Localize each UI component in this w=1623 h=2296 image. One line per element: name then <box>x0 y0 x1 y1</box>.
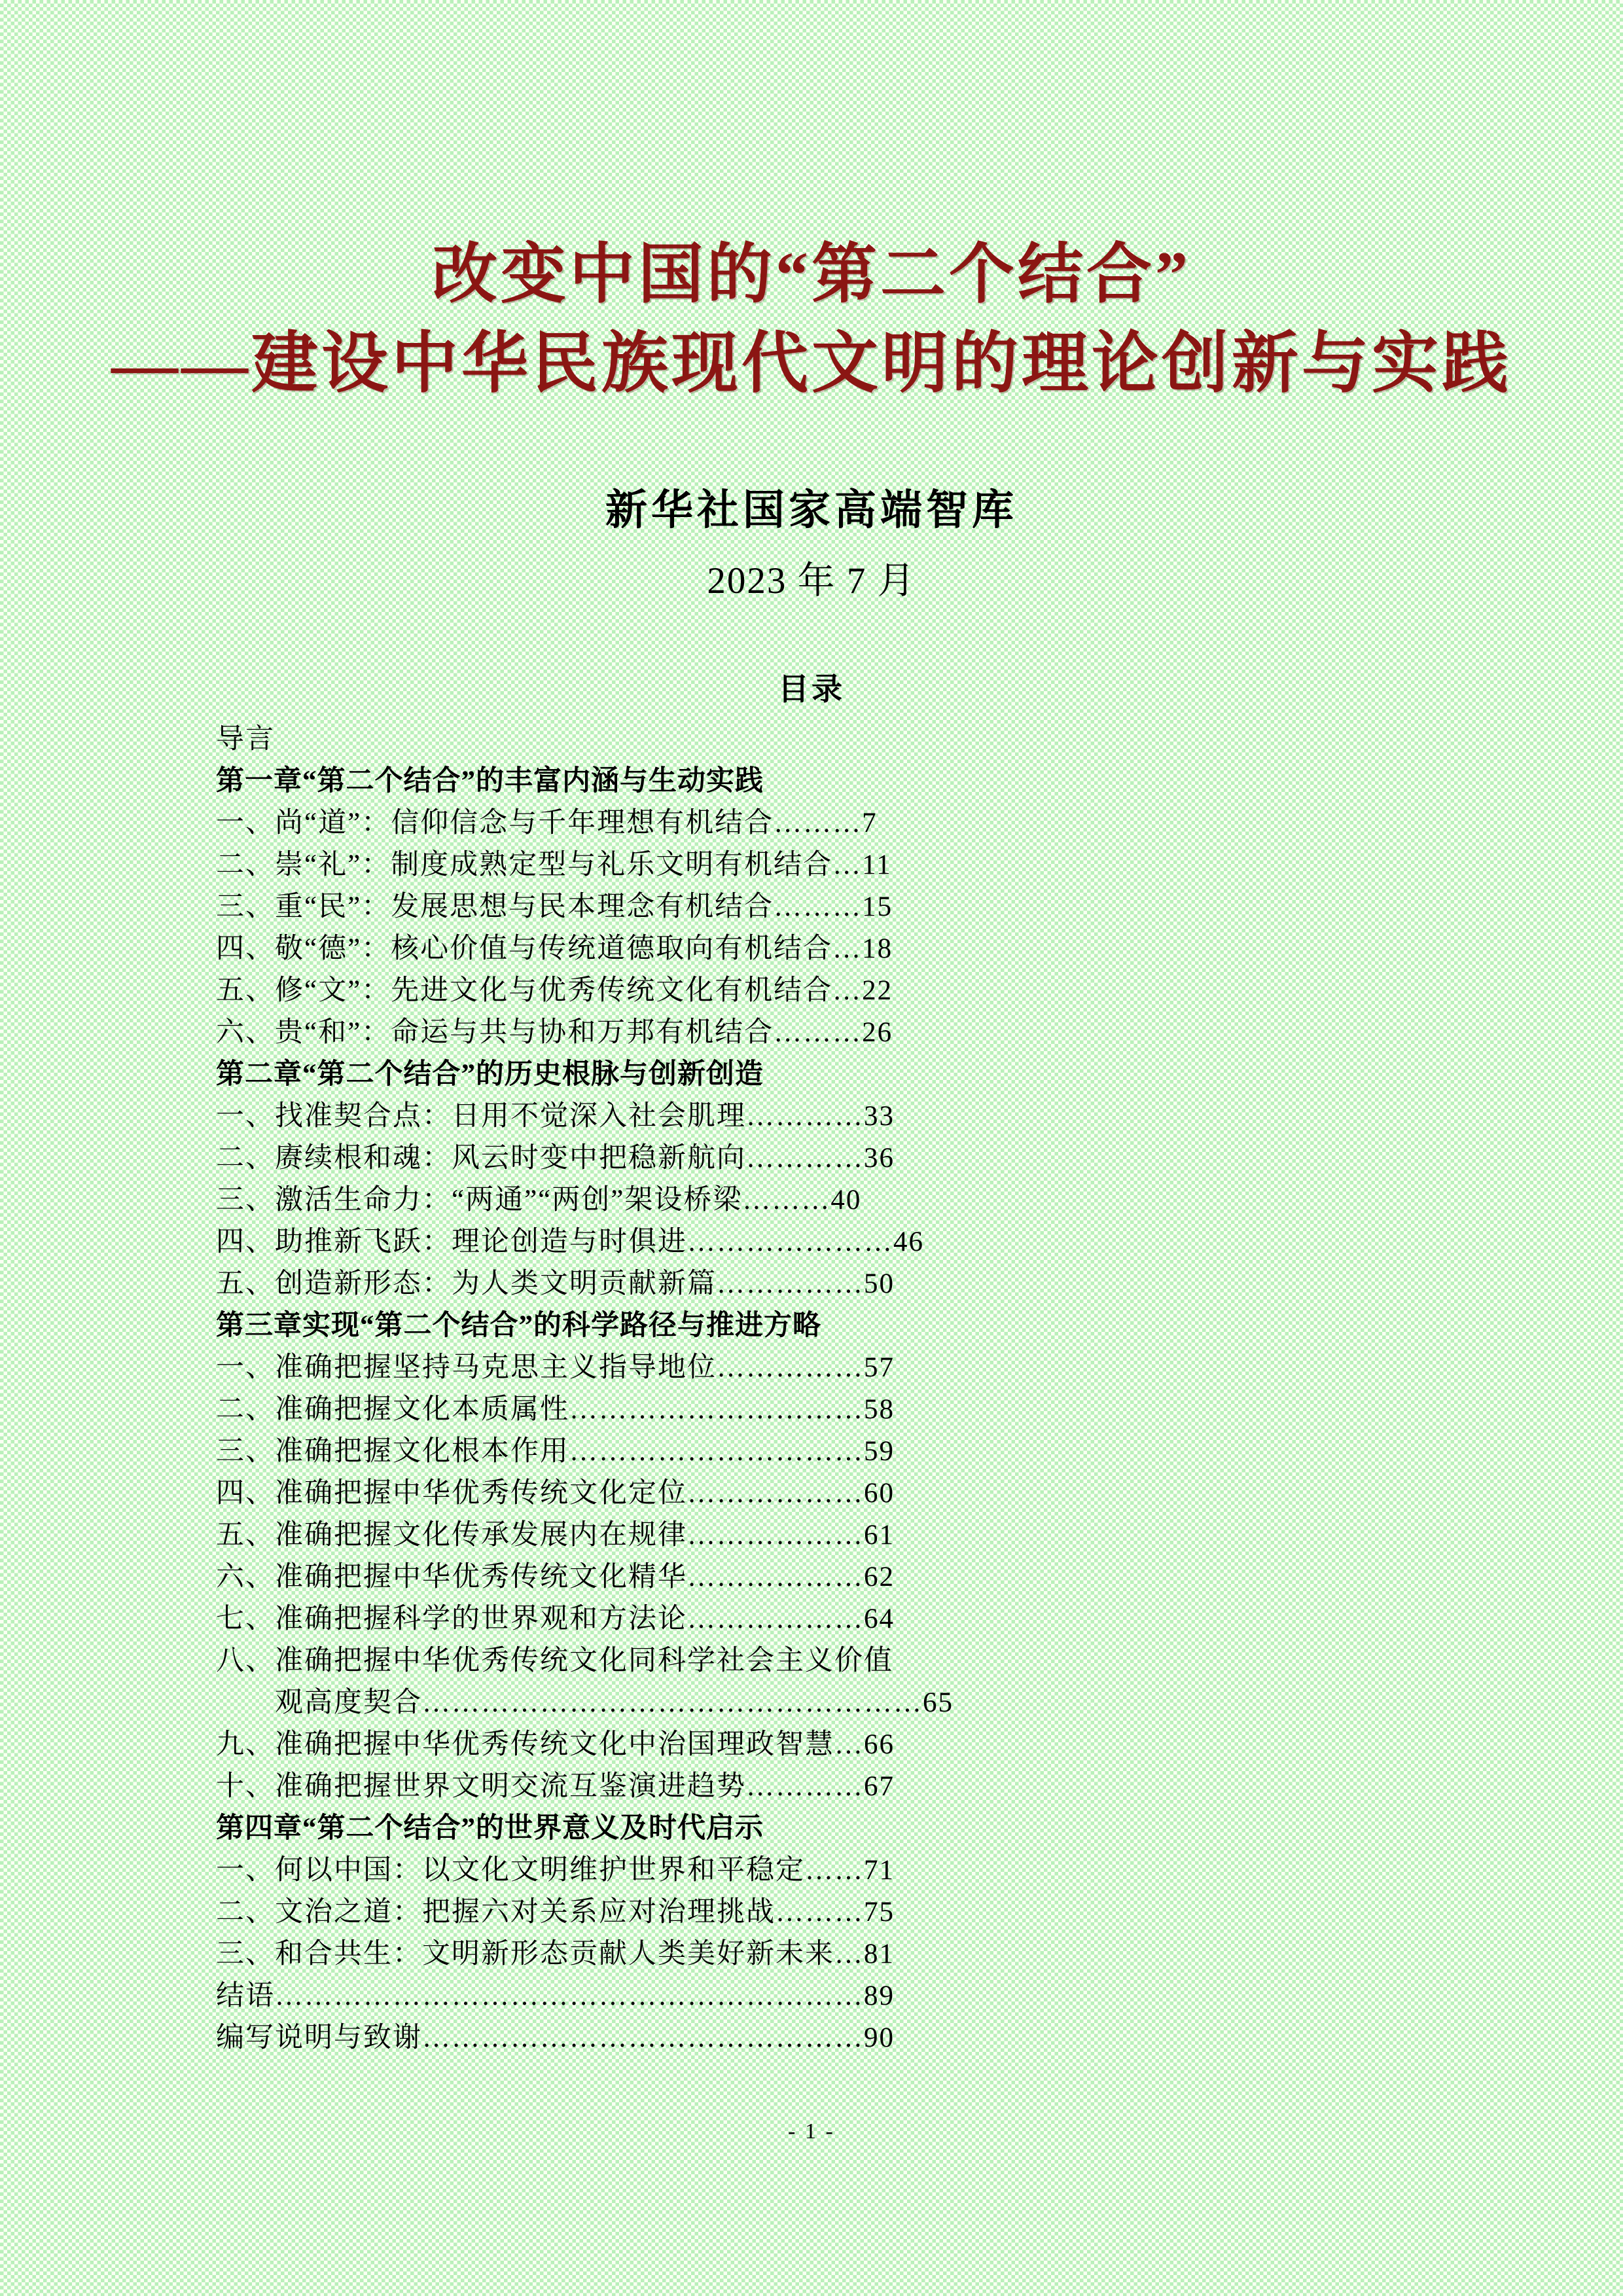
toc-entry: 三、重“民”：发展思想与民本理念有机结合………15 <box>216 891 893 922</box>
toc-entry: 四、准确把握中华优秀传统文化定位………………60 <box>216 1477 895 1509</box>
toc-entry: 第二章“第二个结合”的历史根脉与创新创造 <box>216 1058 764 1090</box>
author-line: 新华社国家高端智库 <box>605 487 1018 534</box>
toc-entry: 四、助推新飞跃：理论创造与时俱进…………………46 <box>216 1226 924 1257</box>
toc-entry: 六、贵“和”：命运与共与协和万邦有机结合………26 <box>216 1016 893 1048</box>
toc-entry: 一、何以中国：以文化文明维护世界和平稳定……71 <box>216 1854 895 1886</box>
toc-entry: 观高度契合……………………………………………65 <box>275 1687 954 1718</box>
publish-date: 2023 年 7 月 <box>707 560 916 602</box>
toc-entry: 一、准确把握坚持马克思主义指导地位……………57 <box>216 1352 895 1383</box>
toc-entry: 三、和合共生：文明新形态贡献人类美好新未来…81 <box>216 1938 895 1969</box>
document-title-line2: ——建设中华民族现代文明的理论创新与实践 <box>111 327 1512 401</box>
page-number-footer: - 1 - <box>788 2119 835 2144</box>
toc-entry: 三、激活生命力：“两通”“两创”架设桥梁………40 <box>216 1184 862 1215</box>
toc-entry: 编写说明与致谢………………………………………90 <box>216 2022 895 2053</box>
toc-entry: 结语……………………………………………………89 <box>216 1980 895 2011</box>
toc-entry: 二、赓续根和魂：风云时变中把稳新航向…………36 <box>216 1142 895 1174</box>
toc-entry: 十、准确把握世界文明交流互鉴演进趋势…………67 <box>216 1770 895 1802</box>
toc-heading: 目录 <box>778 672 845 707</box>
toc-entry: 二、崇“礼”：制度成熟定型与礼乐文明有机结合…11 <box>216 849 892 880</box>
toc-entry: 九、准确把握中华优秀传统文化中治国理政智慧…66 <box>216 1729 895 1760</box>
toc-entry: 七、准确把握科学的世界观和方法论………………64 <box>216 1603 895 1634</box>
toc-entry: 导言 <box>216 723 275 755</box>
toc-entry: 五、准确把握文化传承发展内在规律………………61 <box>216 1519 895 1551</box>
toc-entry: 八、准确把握中华优秀传统文化同科学社会主义价值 <box>216 1645 893 1676</box>
toc-entry: 二、文治之道：把握六对关系应对治理挑战………75 <box>216 1896 895 1928</box>
toc-entry: 二、准确把握文化本质属性…………………………58 <box>216 1393 895 1425</box>
document-title-line1: 改变中国的“第二个结合” <box>432 238 1191 311</box>
toc-entry: 第四章“第二个结合”的世界意义及时代启示 <box>216 1812 764 1844</box>
toc-entry: 一、找准契合点：日用不觉深入社会肌理…………33 <box>216 1100 895 1132</box>
toc-entry: 五、创造新形态：为人类文明贡献新篇……………50 <box>216 1268 895 1299</box>
toc-list <box>216 719 954 2059</box>
toc-entry: 第三章实现“第二个结合”的科学路径与推进方略 <box>216 1310 821 1341</box>
toc-entry: 五、修“文”：先进文化与优秀传统文化有机结合…22 <box>216 975 893 1006</box>
toc-entry: 第一章“第二个结合”的丰富内涵与生动实践 <box>216 765 764 797</box>
toc-entry: 三、准确把握文化根本作用…………………………59 <box>216 1435 895 1467</box>
toc-entry: 四、敬“德”：核心价值与传统道德取向有机结合…18 <box>216 933 893 964</box>
toc-entry: 六、准确把握中华优秀传统文化精华………………62 <box>216 1561 895 1592</box>
toc-entry: 一、尚“道”：信仰信念与千年理想有机结合………7 <box>216 807 878 838</box>
